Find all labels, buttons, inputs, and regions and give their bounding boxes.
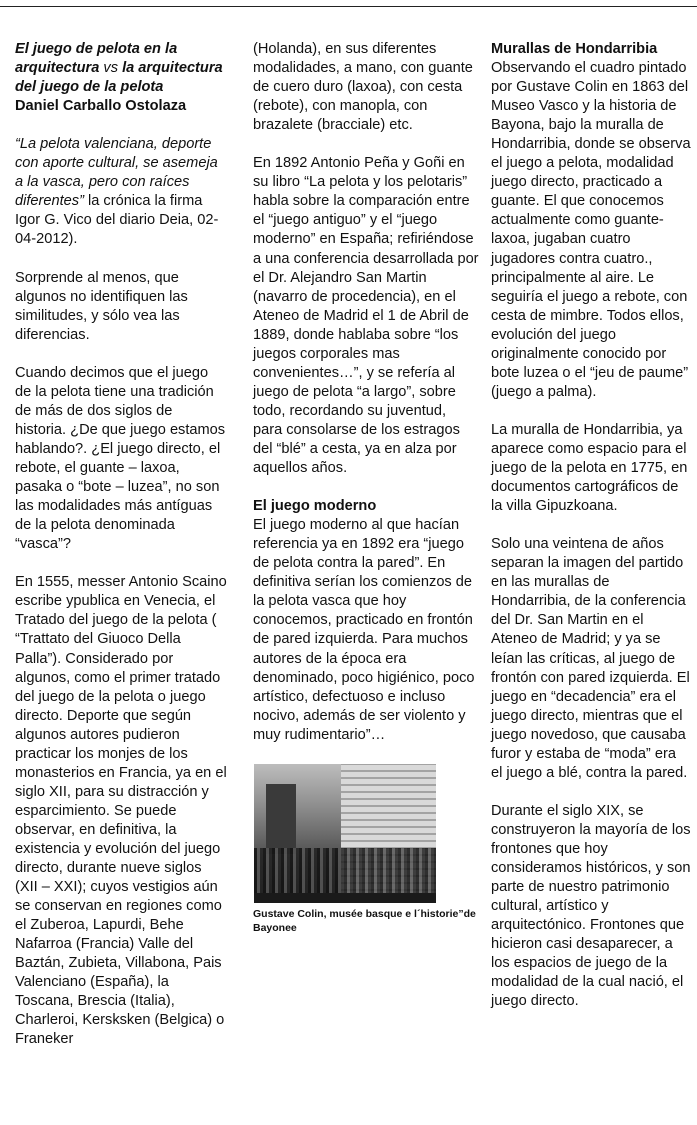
paragraph-3: En 1555, messer Antonio Scaino escribe ypublica en Venecia, el Tratado del juego de la pelota ( “Trattato del Giuoco Della Palla”). Considerado por algunos, como el primer tratado del juego de la pelota o juego directo. Deporte que según algunos autores pudieron practicar los monjes de los monasterios en Francia, ya en el siglo XII, para su distracción y esparcimiento. Se puede observar, en definitiva, la existencia y evolución del juego directo, durante nueve siglos (XII – XXI); cuyos vestigios aún se conservan en regiones como el Zuberoa, Lapurdi, Behe Nafarroa (Francia) Valle del Baztán, Zubieta, Villabona, Pais Valenciano (España), la Toscana, Brescia (Italia), Charleroi, Kersksken (Belgica) o Franeker xyxy=(15,574,227,1048)
paragraph-4: (Holanda), en sus diferentes modalidades, a mano, con guante de cuero duro (laxoa), con cesta (rebote), con manopla, con brazalete (bracciale) etc. xyxy=(253,41,473,134)
lead-quote-paragraph xyxy=(15,135,227,249)
header-rule xyxy=(0,6,697,7)
article-title: El juego de pelota en la arquitectura vs la arquitectura del juego de la pelota xyxy=(15,41,223,96)
paragraph-7: Observando el cuadro pintado por Gustave Colin en 1863 del Museo Vasco y la historia de Bayona, bajo la muralla de Hondarribia, donde se observa el juego a pelota, modalidad juego directo, practicado a guante. El que conocemos actualmente como guante-laxoa, jugaban cuatro jugadores contra cuatro., principalmente al aire. Le seguiría el juego a rebote, con cesta de mimbre. Todos ellos, evolución del juego originalmente conocido por bote luzea o el “jeu de paume” (juego a palma). xyxy=(491,60,691,400)
column-1 xyxy=(15,40,227,1069)
photo-tower xyxy=(266,784,296,854)
paragraph-8: La muralla de Hondarribia, ya aparece como espacio para el juego de la pelota en 1775, en documentos cartográficos de la villa Gipuzkoana. xyxy=(491,421,688,515)
subheading-walls: Murallas de Hondarribia xyxy=(491,41,658,57)
column-3 xyxy=(491,40,691,1030)
paragraph-10: Durante el siglo XIX, se construyeron la mayoría de los frontones que hoy consideramos históricos, y son parte de nuestro patrimonio cultural, artístico y arquitectónico. Frontones que hicieron casi desaparecer, a los espacios de juego de la modalidad de la cual nació, el juego directo. xyxy=(491,802,691,1010)
paragraph-6: El juego moderno al que hacían referencia ya en 1892 era “juego de pelota contra la pared”. En definitiva serían los comienzos de la pelota vasca que hoy conocemos, practicado en frontón de pared izquierda. Para muchos autores de la época era denominado, poco higiénico, poco artístico, defectuoso e incluso nocivo, además de ser violento y muy rudimentario”… xyxy=(253,517,475,743)
paragraph-2: Cuando decimos que el juego de la pelota tiene una tradición de más de dos siglos de historia. ¿De que juego estamos hablando?. ¿El juego directo, el rebote, el guante – laxoa, pasaka o “bote – luzea”, no son las modalidades más antíguas de la pelota denominada “vasca”? xyxy=(15,364,226,553)
quote-source: la crónica la firma Igor G. Vico del diario Deia, 02-04-2012). xyxy=(15,193,219,248)
subheading-modern-game: El juego moderno xyxy=(253,498,377,515)
paragraph-9: Solo una veintena de años separan la imagen del partido en las murallas de Hondarribia, de la conferencia del Dr. San Martin en el Ateneo de Madrid; y ya se leían las críticas, al juego de frontón con pared izquierda. El juego en “decadencia” era el juego directo, mientras que el juego novedoso, que causaba furor y estaba de “moda” era el juego a blé, contra la pared. xyxy=(491,536,690,781)
article-author: Daniel Carballo Ostolaza xyxy=(15,98,187,115)
painting-photo xyxy=(254,764,436,903)
paragraph-1: Sorprende al menos, que algunos no identifiquen las similitudes, y sólo vea las diferencias. xyxy=(15,269,188,343)
photo-ground xyxy=(254,893,436,903)
photo-caption: Gustave Colin, musée basque e l´historie”de Bayonee xyxy=(253,907,476,934)
column-2 xyxy=(253,40,479,954)
paragraph-5: En 1892 Antonio Peña y Goñi en su libro “La pelota y los pelotaris” habla sobre la comparación entre el “juego antiguo” y el “juego moderno” en España; refiriéndose a una conferencia desarrollada por el Dr. Alejandro San Martin (navarro de procedencia), en el Ateneo de Madrid el 1 de Abril de 1889, donde hablaba sobre “los juegos corporales mas convenientes…”, y se refería al juego de pelota “a largo”, sobre todo, recordando su juventud, para consolarse de los estragos del “blé” a cesta, ya en alza por aquellos años. xyxy=(253,155,479,477)
lead-quote: “La pelota valenciana, deporte con aporte cultural, se asemeja a la vasca, pero con raíces diferentes” xyxy=(15,136,218,210)
article-heading xyxy=(15,40,227,116)
